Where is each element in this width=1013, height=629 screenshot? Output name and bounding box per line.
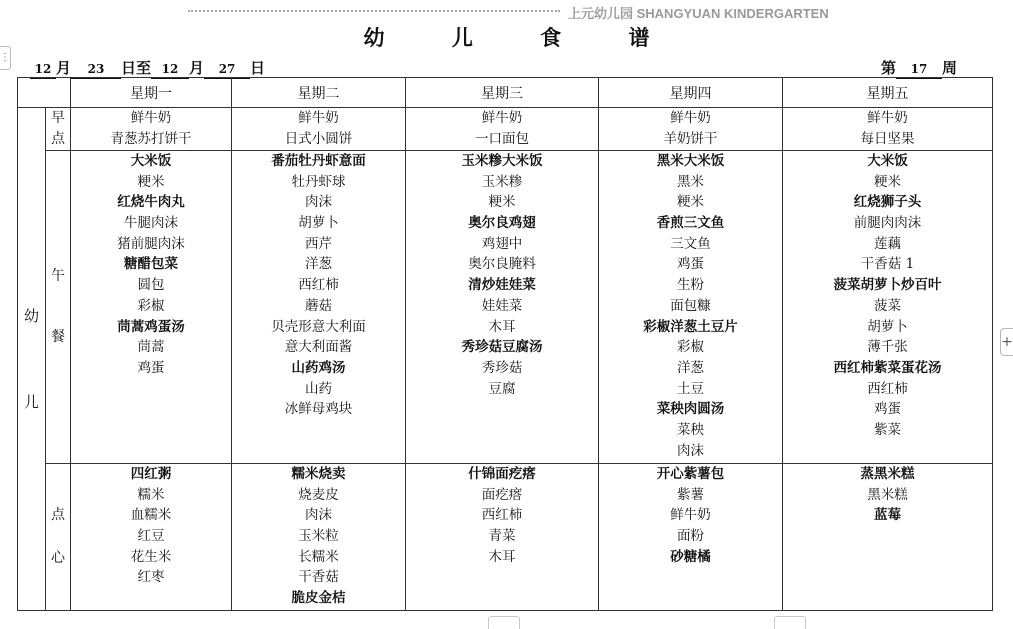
group-label-char: 儿 xyxy=(23,392,39,411)
week-prefix: 第 xyxy=(880,59,896,77)
ingredient: 粳米 xyxy=(137,173,165,190)
ingredient: 鸡蛋 xyxy=(874,401,901,418)
menu-cell xyxy=(599,151,783,464)
ingredient: 青葱苏打饼干 xyxy=(110,130,192,147)
ingredient: 鲜牛奶 xyxy=(670,110,711,126)
ingredient: 花生米 xyxy=(130,548,172,565)
ingredient: 胡萝卜 xyxy=(298,215,339,232)
end-day: 27 xyxy=(204,61,250,79)
day-header: 星期四 xyxy=(599,78,783,108)
month-label: 月 xyxy=(189,59,205,77)
meal-label-char: 心 xyxy=(51,550,65,566)
dish-name: 黑米大米饭 xyxy=(656,153,725,169)
ingredient: 紫菜 xyxy=(874,421,901,438)
dish-name: 红烧狮子头 xyxy=(853,194,922,211)
ingredient: 干香菇 1 xyxy=(860,256,915,273)
meal-label-lunch xyxy=(46,151,71,464)
menu-cell xyxy=(406,151,599,464)
ingredient: 猪前腿肉沫 xyxy=(117,235,185,252)
ingredient: 山药 xyxy=(305,380,332,397)
ingredient: 洋葱 xyxy=(677,359,704,376)
menu-cell xyxy=(71,151,232,464)
ingredient: 蘑菇 xyxy=(305,297,332,314)
ingredient: 胡萝卜 xyxy=(867,318,908,335)
ingredient: 洋葱 xyxy=(305,256,332,273)
dish-name: 菜秧肉圆汤 xyxy=(656,401,725,418)
ingredient: 红豆 xyxy=(137,528,165,545)
day-header: 星期二 xyxy=(232,78,406,108)
left-page-marker[interactable]: ⋮ xyxy=(0,46,11,70)
dish-name: 糯米烧卖 xyxy=(291,466,346,482)
ingredient: 鸡翅中 xyxy=(481,235,523,252)
menu-cell xyxy=(406,464,599,611)
meal-label-snack xyxy=(46,464,71,611)
ingredient: 紫薯 xyxy=(677,486,704,503)
ingredient: 黑米糕 xyxy=(867,486,908,503)
day-header: 星期五 xyxy=(783,78,993,108)
ingredient: 长糯米 xyxy=(298,548,339,565)
ingredient: 圆包 xyxy=(137,277,165,294)
ingredient: 红枣 xyxy=(137,569,165,586)
ingredient: 土豆 xyxy=(677,380,704,397)
dish-name: 脆皮金桔 xyxy=(291,590,346,607)
bottom-page-tab[interactable] xyxy=(488,616,520,629)
dish-name: 菠菜胡萝卜炒百叶 xyxy=(833,277,942,294)
group-label-char: 幼 xyxy=(23,306,39,325)
menu-cell xyxy=(783,108,993,151)
ingredient: 西红柿 xyxy=(481,507,523,524)
ingredient: 秀珍菇 xyxy=(481,359,523,376)
ingredient: 西芹 xyxy=(305,235,332,252)
kindergarten-brand: 上元幼儿园 SHANGYUAN KINDERGARTEN xyxy=(568,6,829,21)
menu-cell xyxy=(599,108,783,151)
ingredient: 娃娃菜 xyxy=(481,297,523,314)
ingredient: 彩椒 xyxy=(137,297,165,314)
dish-name: 砂糖橘 xyxy=(670,548,711,565)
day-label: 日 xyxy=(250,59,266,77)
date-range xyxy=(30,57,265,79)
ingredient: 牛腿肉沫 xyxy=(124,215,178,232)
meal-label-char: 早 xyxy=(51,110,65,126)
ingredient: 菠菜 xyxy=(874,297,901,314)
dish-name: 红烧牛肉丸 xyxy=(117,194,185,211)
ingredient: 鲜牛奶 xyxy=(867,110,908,126)
ingredient: 日式小圆饼 xyxy=(284,130,353,147)
ingredient: 羊奶饼干 xyxy=(663,130,718,147)
ingredient: 三文鱼 xyxy=(670,235,711,252)
ingredient: 粳米 xyxy=(874,173,901,190)
menu-table xyxy=(17,77,993,611)
menu-cell xyxy=(71,464,232,611)
ingredient: 面粉 xyxy=(677,528,704,545)
day-header: 星期一 xyxy=(71,78,232,108)
ingredient: 茼蒿 xyxy=(137,339,165,356)
dish-name: 清炒娃娃菜 xyxy=(468,277,536,294)
ingredient: 粳米 xyxy=(488,194,516,211)
group-label xyxy=(18,108,46,611)
ingredient: 莲藕 xyxy=(874,235,901,252)
ingredient: 血糯米 xyxy=(130,507,172,524)
ingredient: 每日坚果 xyxy=(860,130,915,147)
ingredient: 青菜 xyxy=(488,528,516,545)
dish-name: 香煎三文鱼 xyxy=(656,215,725,232)
ingredient: 奥尔良腌料 xyxy=(468,256,536,273)
snack-row xyxy=(18,464,993,611)
ingredient: 豆腐 xyxy=(488,380,516,397)
breakfast-row xyxy=(18,108,993,151)
ingredient: 前腿肉肉沫 xyxy=(853,215,922,232)
day-header-row xyxy=(18,78,993,108)
ingredient: 彩椒 xyxy=(677,339,704,356)
corner-cell xyxy=(18,78,71,108)
page-title: 幼 儿 食 谱 xyxy=(363,25,680,50)
ingredient: 西红柿 xyxy=(298,277,339,294)
ingredient: 贝壳形意大利面 xyxy=(271,318,366,335)
ingredient: 木耳 xyxy=(488,318,516,335)
week-suffix: 周 xyxy=(941,59,957,77)
dish-name: 彩椒洋葱土豆片 xyxy=(643,318,738,335)
ingredient: 鸡蛋 xyxy=(677,256,704,273)
ingredient: 西红柿 xyxy=(867,380,908,397)
dish-name: 茼蒿鸡蛋汤 xyxy=(117,318,185,335)
ingredient: 干香菇 xyxy=(298,569,339,586)
meal-label-breakfast xyxy=(46,108,71,151)
ingredient: 玉米糁 xyxy=(481,173,523,190)
dish-name: 四红粥 xyxy=(130,466,172,482)
ingredient: 薄千张 xyxy=(867,339,908,356)
menu-cell xyxy=(406,108,599,151)
ingredient: 玉米粒 xyxy=(298,528,339,545)
ingredient: 鸡蛋 xyxy=(137,359,165,376)
ingredient: 鲜牛奶 xyxy=(130,110,172,126)
start-day: 23 xyxy=(71,61,121,79)
ingredient: 冰鲜母鸡块 xyxy=(284,401,353,418)
dish-name: 西红柿紫菜蛋花汤 xyxy=(833,359,942,376)
menu-cell xyxy=(599,464,783,611)
end-month: 12 xyxy=(151,61,189,79)
dish-name: 大米饭 xyxy=(867,153,908,169)
ingredient: 糯米 xyxy=(137,486,165,503)
header-dotted-rule xyxy=(188,10,560,12)
ingredient: 生粉 xyxy=(677,277,704,294)
dish-name: 玉米糁大米饭 xyxy=(461,153,543,169)
ingredient: 菜秧 xyxy=(677,421,704,438)
dish-name: 番茄牡丹虾意面 xyxy=(271,153,366,169)
week-number xyxy=(881,57,957,79)
meal-label-char: 餐 xyxy=(51,329,65,345)
start-month: 12 xyxy=(30,61,56,79)
ingredient: 烧麦皮 xyxy=(298,486,339,503)
ingredient: 肉沫 xyxy=(305,194,332,211)
ingredient: 鲜牛奶 xyxy=(481,110,523,126)
dish-name: 开心紫薯包 xyxy=(656,466,725,482)
ingredient: 面包糠 xyxy=(670,297,711,314)
bottom-page-tab[interactable] xyxy=(774,616,806,629)
ingredient: 木耳 xyxy=(488,548,516,565)
menu-cell xyxy=(232,464,406,611)
menu-cell xyxy=(232,108,406,151)
ingredient: 一口面包 xyxy=(475,130,529,147)
dish-name: 秀珍菇豆腐汤 xyxy=(461,339,543,356)
add-column-handle[interactable]: + xyxy=(1000,328,1013,356)
dish-name: 大米饭 xyxy=(130,153,172,169)
lunch-row xyxy=(18,151,993,464)
meal-label-char: 午 xyxy=(51,268,65,284)
ingredient: 鲜牛奶 xyxy=(670,507,711,524)
ingredient: 肉沫 xyxy=(305,507,332,524)
dish-name: 奥尔良鸡翅 xyxy=(468,215,536,232)
dish-name: 什锦面疙瘩 xyxy=(468,466,536,482)
meal-label-char: 点 xyxy=(51,131,65,147)
dish-name: 山药鸡汤 xyxy=(291,359,346,376)
ingredient: 肉沫 xyxy=(677,442,704,459)
day-to-label: 日至 xyxy=(121,59,152,77)
ingredient: 粳米 xyxy=(677,194,704,211)
week-value: 17 xyxy=(896,61,942,79)
month-label: 月 xyxy=(56,59,72,77)
menu-cell xyxy=(71,108,232,151)
day-header: 星期三 xyxy=(406,78,599,108)
menu-cell xyxy=(783,151,993,464)
dish-name: 蒸黑米糕 xyxy=(860,466,915,482)
ingredient: 黑米 xyxy=(677,173,704,190)
ingredient: 意大利面酱 xyxy=(284,339,353,356)
meal-label-char: 点 xyxy=(51,507,65,523)
dish-name: 糖醋包菜 xyxy=(124,256,178,273)
dish-name: 蓝莓 xyxy=(874,507,901,524)
menu-cell xyxy=(783,464,993,611)
menu-cell xyxy=(232,151,406,464)
ingredient: 牡丹虾球 xyxy=(291,173,346,190)
ingredient: 面疙瘩 xyxy=(481,486,523,503)
ingredient: 鲜牛奶 xyxy=(298,110,339,126)
